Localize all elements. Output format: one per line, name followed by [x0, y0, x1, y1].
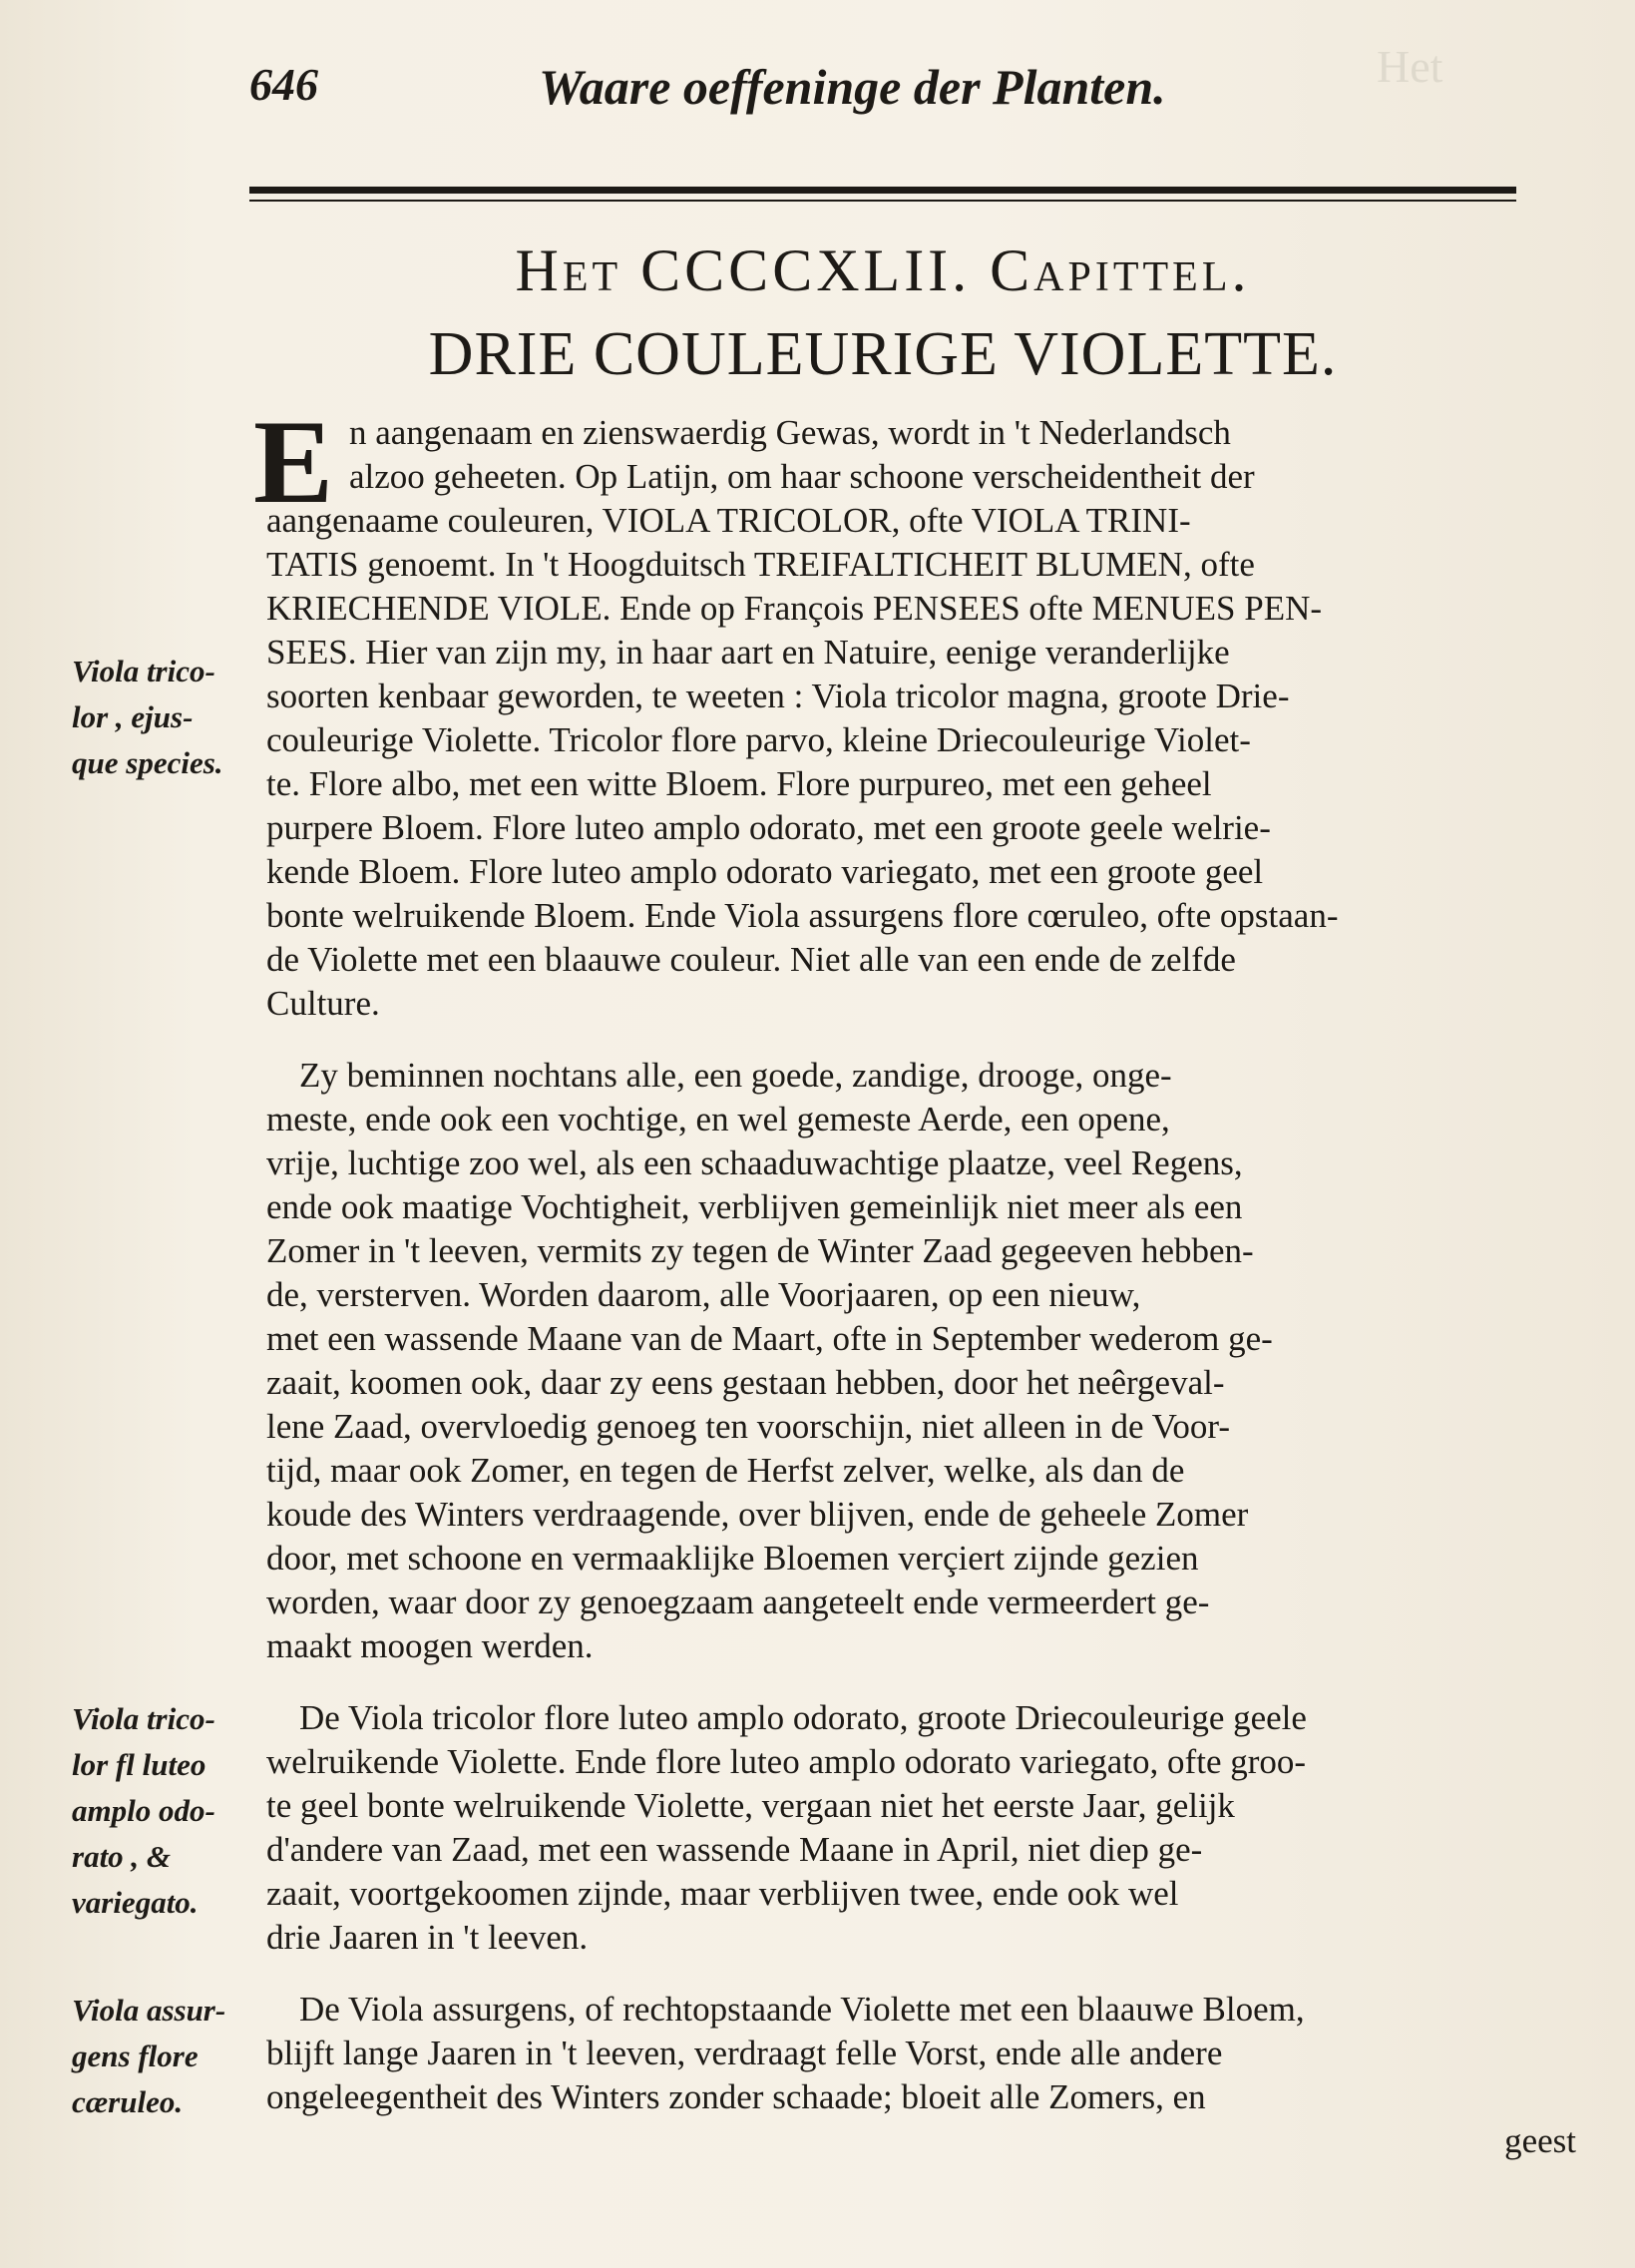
- text-line: welruikende Violette. Ende flore luteo amplo odorato variegato, ofte groo-: [266, 1742, 1307, 1781]
- text-line: d'andere van Zaad, met een wassende Maane in April, niet diep ge-: [266, 1830, 1203, 1869]
- text-line: drie Jaaren in 't leeven.: [266, 1918, 589, 1957]
- text-line: tijd, maar ook Zomer, en tegen de Herfst zelver, welke, als dan de: [266, 1451, 1185, 1490]
- text-line: soorten kenbaar geworden, te weeten : Viola tricolor magna, groote Drie-: [266, 677, 1290, 715]
- text-line: n aangenaam en zienswaerdig Gewas, wordt in 't Nederlandsch: [349, 413, 1231, 452]
- catchword: geest: [1504, 2121, 1576, 2160]
- text-line: KRIECHENDE VIOLE. Ende op François PENSEES ofte MENUES PEN-: [266, 589, 1323, 628]
- text-line: alzoo geheeten. Op Latijn, om haar schoone verscheidentheit der: [349, 457, 1255, 496]
- text-line: couleurige Violette. Tricolor flore parvo, kleine Driecouleurige Violet-: [266, 720, 1251, 759]
- margin-note: Viola trico- lor , ejus- que species.: [72, 654, 223, 780]
- text-line: ende ook maatige Vochtigheit, verblijven gemeinlijk niet meer als een: [266, 1187, 1243, 1226]
- text-line: Zomer in 't leeven, vermits zy tegen de Winter Zaad gegeeven hebben-: [266, 1231, 1254, 1270]
- text-line: Culture.: [266, 984, 380, 1023]
- text-line: te geel bonte welruikende Violette, vergaan niet het eerste Jaar, gelijk: [266, 1786, 1235, 1825]
- drop-cap: E: [253, 395, 334, 528]
- text-line: TATIS genoemt. In 't Hoogduitsch TREIFALTICHEIT BLUMEN, ofte: [266, 545, 1255, 584]
- page-header: [249, 58, 1516, 128]
- margin-note: Viola trico- lor fl luteo amplo odo- rato , & variegato.: [72, 1701, 215, 1920]
- text-line: door, met schoone en vermaaklijke Bloemen verçiert zijnde gezien: [266, 1539, 1199, 1578]
- text-line: blijft lange Jaaren in 't leeven, verdraagt felle Vorst, ende alle andere: [266, 2034, 1223, 2072]
- running-head: Waare oeffeninge der Planten.: [539, 59, 1166, 115]
- text-line: SEES. Hier van zijn my, in haar aart en Natuire, eenige veranderlijke: [266, 633, 1230, 672]
- text-line: bonte welruikende Bloem. Ende Viola assurgens flore cœruleo, ofte opstaan-: [266, 896, 1339, 935]
- text-line: meste, ende ook een vochtige, en wel gemeste Aerde, een opene,: [266, 1100, 1170, 1138]
- text-line: De Viola assurgens, of rechtopstaande Violette met een blaauwe Bloem,: [299, 1990, 1305, 2029]
- text-line: koude des Winters verdraagende, over blijven, ende de geheele Zomer: [266, 1495, 1249, 1534]
- text-line: de, versterven. Worden daarom, alle Voorjaaren, op een nieuw,: [266, 1275, 1141, 1314]
- text-line: lene Zaad, overvloedig genoeg ten voorschijn, niet alleen in de Voor-: [266, 1407, 1231, 1446]
- text-line: Zy beminnen nochtans alle, een goede, zandige, drooge, onge-: [299, 1056, 1172, 1095]
- text-line: met een wassende Maane van de Maart, ofte in September wederom ge-: [266, 1319, 1273, 1358]
- text-line: aangenaame couleuren, VIOLA TRICOLOR, ofte VIOLA TRINI-: [266, 501, 1191, 540]
- text-line: zaait, voortgekoomen zijnde, maar verblijven twee, ende ook wel: [266, 1874, 1179, 1913]
- text-line: kende Bloem. Flore luteo amplo odorato variegato, met een groote geel: [266, 852, 1264, 891]
- show-through: Het: [1377, 41, 1443, 92]
- text-line: purpere Bloem. Flore luteo amplo odorato, met een groote geele welrie-: [266, 808, 1271, 847]
- chapter-title: DRIE COULEURIGE VIOLETTE.: [428, 320, 1338, 388]
- text-line: worden, waar door zy genoegzaam aangeteelt ende vermeerdert ge-: [266, 1583, 1210, 1621]
- text-line: te. Flore albo, met een witte Bloem. Flore purpureo, met een geheel: [266, 764, 1212, 803]
- text-line: De Viola tricolor flore luteo amplo odorato, groote Driecouleurige geele: [299, 1698, 1307, 1737]
- text-line: vrije, luchtige zoo wel, als een schaaduwachtige plaatze, veel Regens,: [266, 1143, 1243, 1182]
- margin-note: Viola assur- gens flore cæruleo.: [72, 1993, 226, 2119]
- chapter-heading: Het CCCCXLII. Capittel.: [515, 237, 1251, 303]
- page-number: 646: [249, 59, 318, 110]
- text-line: de Violette met een blaauwe couleur. Niet alle van een ende de zelfde: [266, 940, 1236, 979]
- text-line: zaait, koomen ook, daar zy eens gestaan hebben, door het neêrgeval-: [266, 1363, 1225, 1402]
- header-rule-thin: [249, 200, 1516, 202]
- header-rule: [249, 187, 1516, 194]
- text-line: ongeleegentheit des Winters zonder schaade; bloeit alle Zomers, en: [266, 2077, 1206, 2116]
- text-line: maakt moogen werden.: [266, 1626, 594, 1665]
